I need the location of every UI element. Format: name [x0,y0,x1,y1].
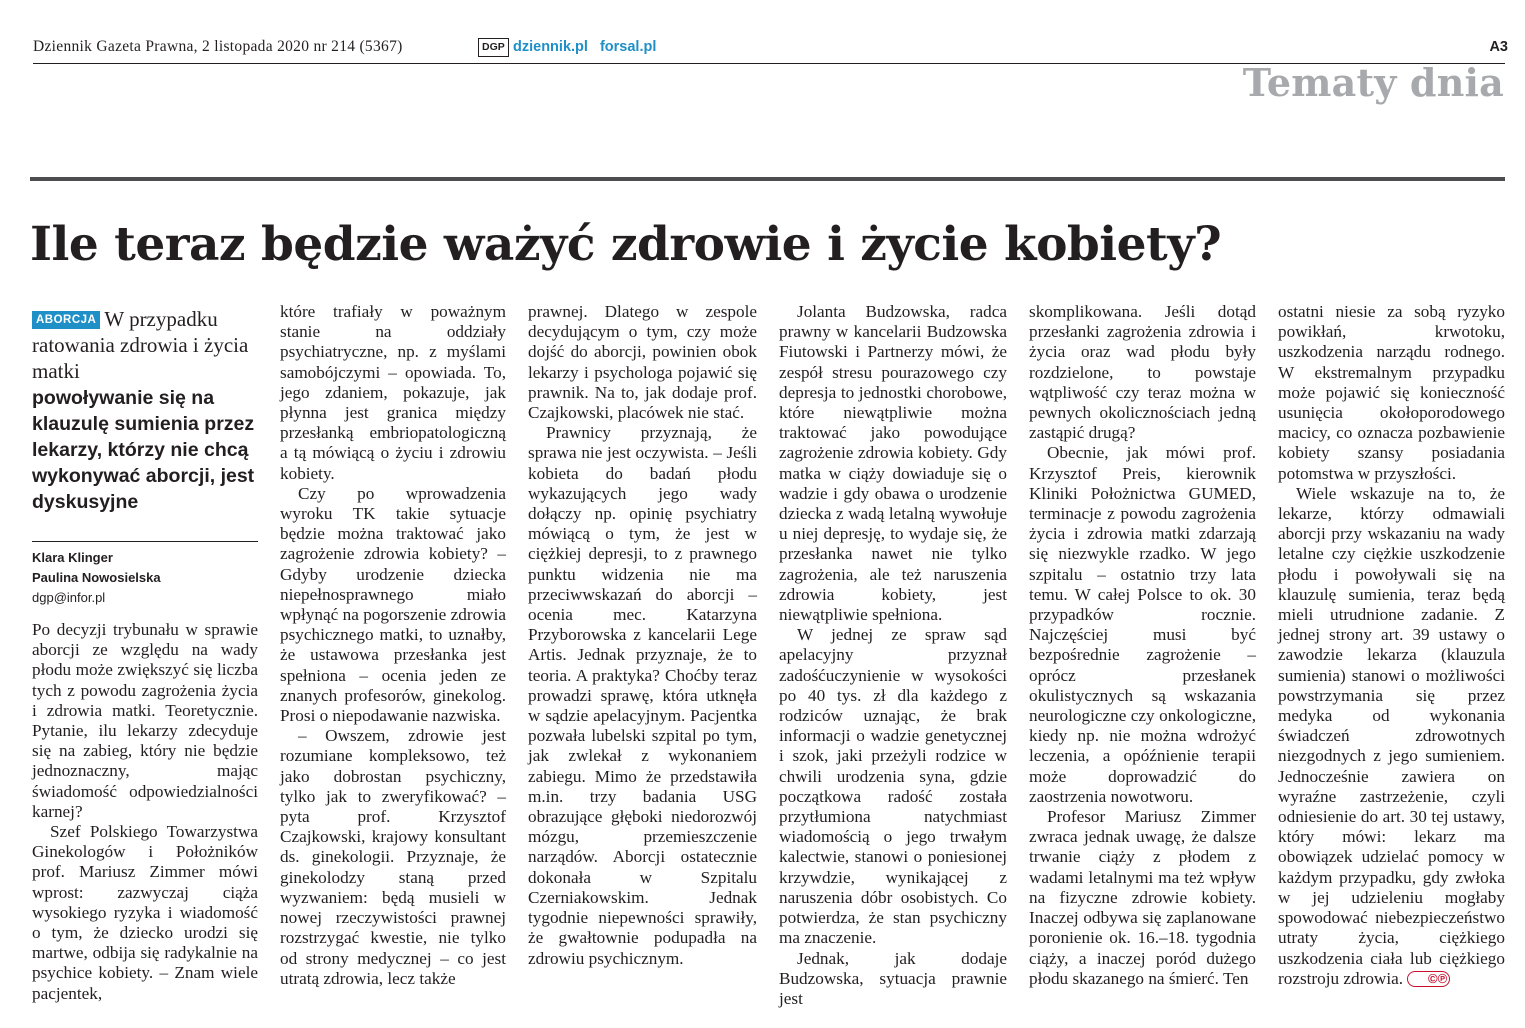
copyright-icon: ©℗ [1407,971,1450,987]
section-rule [30,177,1505,181]
topic-kicker: ABORCJA [32,311,100,329]
dgp-logo: DGP [478,38,509,57]
site-link-dziennik[interactable]: dziennik.pl [513,39,588,55]
paragraph: skomplikowana. Jeśli dotąd przesłanki zagrożenia zdrowia i życia oraz wad płodu były rozdzielone, to powstaje wątpliwość czy teraz można w pewnych okolicznościach jedną zastąpić drugą? [1029,302,1256,443]
page-number: A3 [1489,39,1508,55]
paragraph: Szef Polskiego Towarzystwa Ginekologów i Położników prof. Mariusz Zimmer mówi wprost: zazwyczaj ciąża wysokiego ryzyka i wiadomość o tym, że dziecko urodzi się martwe, odbija się radykalnie na psychice kobiety. – Znam wiele pacjentek, [32,822,258,1003]
byline-divider [32,541,258,542]
author-name: Paulina Nowosielska [32,570,161,585]
masthead-text: Dziennik Gazeta Prawna, 2 listopada 2020 nr 214 (5367) [33,38,403,55]
lead-bold-text: powoływanie się na klauzulę sumienia przez lekarzy, którzy nie chcą wykonywać aborcji, jest dyskusyjne [32,387,255,513]
article-headline: Ile teraz będzie ważyć zdrowie i życie kobiety? [30,217,1222,272]
site-links [513,39,656,55]
article-column-4 [779,302,1007,1009]
page-header [33,38,1508,60]
paragraph: Prawnicy przyznają, że sprawa nie jest oczywista. – Jeśli kobieta do badań płodu wykazujących jego wady dołączy np. opinię psychiatry mówiącą o tym, że jest w ciężkiej depresji, to z prawnego punktu widzenia nie ma przeciwwskazań do aborcji – ocenia mec. Katarzyna Przyborowska z kancelarii Lege Artis. Jednak przyznaje, że to teoria. A praktyka? Choćby teraz prowadzi sprawę, która utknęła w sądzie apelacyjnym. Pacjentka pozwała lubelski szpital po tym, jak zwlekał z wykonaniem zabiegu. Mimo że przedstawiła m.in. trzy badania USG obrazujące głęboki niedorozwój mózgu, przemieszczenie narządów. Aborcji ostatecznie dokonała w Szpitalu Czerniakowskim. Jednak tygodnie niepewności sprawiły, że gwałtownie podupadła na zdrowiu psychicznym. [528,423,757,968]
section-title: Tematy dnia [1242,60,1504,105]
article-column-1 [32,620,258,1004]
paragraph: W jednej ze spraw sąd apelacyjny przyznał zadośćuczynienie w wysokości po 40 tys. zł dla każdego z rodziców uznając, że brak informacji o wadzie genetycznej i szok, jaki przeżyli rodzice w chwili urodzenia syna, gdzie początkowa radość została przytłumiona natychmiast wiadomością o jego trwałym kalectwie, stanowi o poniesionej krzywdzie, wynikającej z naruszenia dóbr osobistych. Co potwierdza, że stan psychiczny ma znaczenie. [779,625,1007,948]
article-column-3 [528,302,757,969]
article-column-2 [280,302,506,989]
paragraph: prawnej. Dlatego w zespole decydującym o tym, czy może dojść do aborcji, powinien obok lekarzy i psychologa pojawić się prawnik. Na to, jak dodaje prof. Czajkowski, placówek nie stać. [528,302,757,423]
article-column-5 [1029,302,1256,989]
paragraph: które trafiały w poważnym stanie na oddziały psychiatryczne, np. z myślami samobójczymi – opowiada. To, jego zdaniem, pokazuje, jak płynna jest granica między przesłanką embriopatologiczną a tą mówiącą o życiu i zdrowiu kobiety. [280,302,506,483]
lead-serif-text: W przypadku ratowania zdrowia i życia matki [32,307,249,383]
paragraph-text: Wiele wskazuje na to, że lekarze, którzy odmawiali aborcji przy wskazaniu na wady letalne czy ciężkie uszkodzenie płodu i powoływali się na klauzulę sumienia, teraz będą mieli utrudnione zadanie. Z jednej strony art. 39 ustawy o zawodzie lekarza (klauzula sumienia) stanowi o możliwości powstrzymania się przez medyka od wykonania świadczeń zdrowotnych niezgodnych z jego sumieniem. Jednocześnie zawiera on wyraźne zastrzeżenie, czyli odniesienie do art. 30 tej ustawy, który mówi: lekarz ma obowiązek udzielać pomocy w każdym przypadku, gdy zwłoka w jej udzieleniu mogłaby spowodować niebezpieczeństwo utraty życia, ciężkiego uszkodzenia ciała lub ciężkiego rozstroju zdrowia. [1278,483,1505,988]
paragraph: Jednak, jak dodaje Budzowska, sytuacja prawnie jest [779,948,1007,1008]
author-name: Klara Klinger [32,550,113,565]
author-email[interactable]: dgp@infor.pl [32,590,106,605]
byline [32,548,258,608]
article-column-6 [1278,302,1505,989]
paragraph: Jolanta Budzowska, radca prawny w kancelarii Budzowska Fiutowski i Partnerzy mówi, że zespół stresu pourazowego czy depresja to jednostki chorobowe, które niewątpliwie można traktować jako powodujące zagrożenie zdrowia kobiety. Gdy matka w ciąży dowiaduje się o wadzie i gdy obawa o urodzenie dziecka z wadą letalną wywołuje u niej depresję, to wydaje się, że przesłanka nawet nie tylko zagrożenia, ale też naruszenia zdrowia kobiety, jest niewątpliwie spełniona. [779,302,1007,625]
paragraph: Czy po wprowadzenia wyroku TK takie sytuacje będzie można traktować jako zagrożenie zdrowia kobiety? – Gdyby urodzenie dziecka niepełnosprawnego miało wpłynąć na pogorszenie zdrowia psychicznego matki, to uznałby, że ustawowa przesłanka jest spełniona – ocenia jeden ze znanych profesorów, ginekolog. Prosi o niepodawanie nazwiska. [280,483,506,726]
site-link-forsal[interactable]: forsal.pl [599,39,657,55]
paragraph: Profesor Mariusz Zimmer zwraca jednak uwagę, że dalsze trwanie ciąży z płodem z wadami letalnymi ma też wpływ na fizyczne zdrowie kobiety. Inaczej odbywa się zaplanowane poronienie ok. 16.–18. tygodnia ciąży, a inaczej poród dużego płodu skazanego na śmierć. Ten [1029,807,1256,988]
paragraph: Po decyzji trybunału w sprawie aborcji ze względu na wady płodu może zwiększyć się liczba tych z powodu zagrożenia życia i zdrowia matki. Teoretycznie. Pytanie, ilu lekarzy zdecyduje się na zabieg, który nie będzie jednoznaczny, mając świadomość odpowiedzialności karnej? [32,620,258,821]
paragraph: – Owszem, zdrowie jest rozumiane kompleksowo, też jako dobrostan psychiczny, tylko jak to zweryfikować? – pyta prof. Krzysztof Czajkowski, krajowy konsultant ds. ginekologii. Przyznaje, że ginekolodzy staną przed wyzwaniem: będą musieli w nowej rzeczywistości prawnej rozstrzygać kwestie, nie tylko od strony medycznej – co jest utratą zdrowia, lecz także [280,726,506,988]
paragraph: Obecnie, jak mówi prof. Krzysztof Preis, kierownik Kliniki Położnictwa GUMED, terminacje z powodu zagrożenia życia i zdrowia matki zdarzają się niezwykle rzadko. W jego szpitalu – ostatnio trzy lata temu. W całej Polsce to ok. 30 przypadków rocznie. Najczęściej musi być bezpośrednie zagrożenie – oprócz przesłanek okulistycznych są wskazania neurologiczne czy onkologiczne, kiedy np. nie można wdrożyć leczenia, a opóźnienie terapii może doprowadzić do zaostrzenia nowotworu. [1029,443,1256,806]
paragraph [1278,484,1505,989]
paragraph: ostatni niesie za sobą ryzyko powikłań, krwotoku, uszkodzenia narządu rodnego. W ekstremalnym przypadku może pojawić się konieczność usunięcia okołoporodowego macicy, co oznacza pozbawienie kobiety szansy posiadania potomstwa w przyszłości. [1278,302,1505,483]
article-lead [32,306,258,515]
